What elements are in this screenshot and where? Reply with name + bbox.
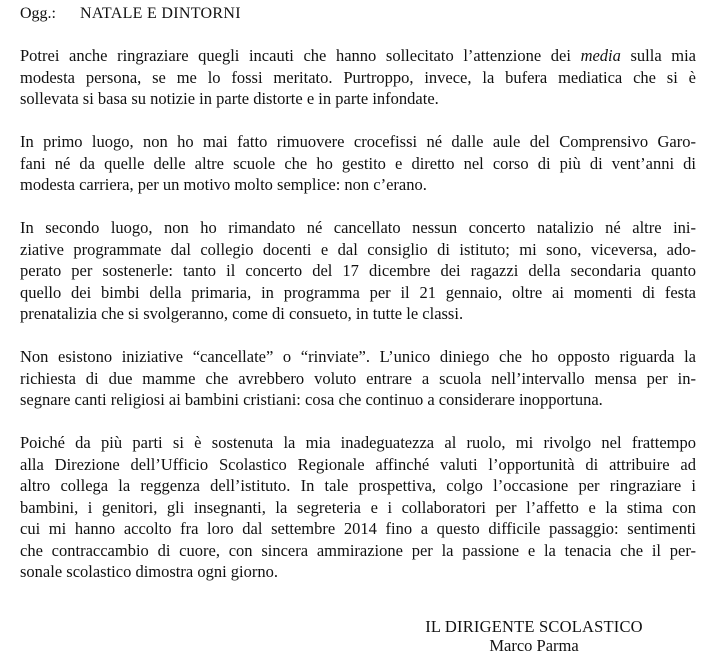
paragraph-2 — [20, 131, 696, 196]
paragraph-line: bambini, i genitori, gli insegnanti, la segreteria e i collaboratori per l’affetto e la stima con — [20, 497, 696, 517]
paragraph-line — [20, 45, 696, 67]
paragraph-line: sonale scolastico dimostra ogni giorno. — [20, 562, 278, 581]
paragraph-4 — [20, 346, 696, 411]
paragraph-3 — [20, 217, 696, 325]
line-text: Potrei anche ringraziare quegli incauti che hanno sollecitato l’attenzione dei — [20, 46, 581, 65]
subject-label: Ogg.: — [20, 5, 56, 22]
paragraph-line: In primo luogo, non ho mai fatto rimuovere crocefissi né dalle aule del Comprensivo Garo- — [20, 132, 696, 151]
subject-title: NATALE E DINTORNI — [80, 5, 241, 22]
paragraph-line: alla Direzione dell’Ufficio Scolastico Regionale affinché valuti l’opportunità di attribuire ad — [20, 454, 696, 474]
signature-name: Marco Parma — [489, 636, 579, 655]
paragraph-line: In secondo luogo, non ho rimandato né cancellato nessun concerto natalizio né altre ini- — [20, 218, 696, 237]
paragraph-line: cui mi hanno accolto fra loro dal settembre 2014 fino a questo difficile passaggio: sentimenti — [20, 519, 696, 538]
line-text-italic: media — [580, 46, 621, 65]
signature-block — [404, 617, 664, 655]
signature-role: IL DIRIGENTE SCOLASTICO — [425, 617, 643, 636]
paragraph-1 — [20, 45, 696, 110]
paragraph-line: segnare canti religiosi ai bambini cristiani: cosa che continuo a considerare inopportuna. — [20, 390, 603, 409]
paragraph-line: modesta persona, se me lo fossi meritato. Purtroppo, invece, la bufera mediatica che si è — [20, 67, 696, 87]
paragraph-line: prenatalizia che si svolgeranno, come di consueto, in tutte le classi. — [20, 304, 464, 323]
paragraph-line: che contraccambio di cuore, con sincera ammirazione per la passione e la tenacia che il per- — [20, 540, 696, 560]
paragraph-line: sollevata si basa su notizie in parte distorte e in parte infondate. — [20, 89, 439, 108]
line-text: sulla mia — [620, 46, 696, 65]
paragraph-line: fani né da quelle delle altre scuole che ho gestito e diretto nel corso di più di vent’anni di — [20, 153, 696, 173]
paragraph-5 — [20, 432, 696, 583]
paragraph-line: altro collega la reggenza dell’istituto. In tale prospettiva, colgo l’occasione per ringraziare i — [20, 476, 696, 495]
paragraph-line: perato per sostenerle: tanto il concerto del 17 dicembre dei ragazzi della secondaria quanto — [20, 261, 696, 280]
paragraph-line: modesta carriera, per un motivo molto semplice: non c’erano. — [20, 175, 427, 194]
paragraph-line: quello dei bimbi della primaria, in programma per il 21 gennaio, oltre ai momenti di festa — [20, 282, 696, 302]
subject-line — [20, 4, 241, 24]
paragraph-line: ziative programmate dal collegio docenti e dal consiglio di istituto; mi sono, viceversa, ado- — [20, 239, 696, 259]
paragraph-line: Non esistono iniziative “cancellate” o “rinviate”. L’unico diniego che ho opposto riguarda la — [20, 347, 696, 366]
paragraph-line: Poiché da più parti si è sostenuta la mia inadeguatezza al ruolo, mi rivolgo nel frattempo — [20, 433, 696, 452]
paragraph-line: richiesta di due mamme che avrebbero voluto entrare a scuola nell’intervallo mensa per in- — [20, 368, 696, 388]
